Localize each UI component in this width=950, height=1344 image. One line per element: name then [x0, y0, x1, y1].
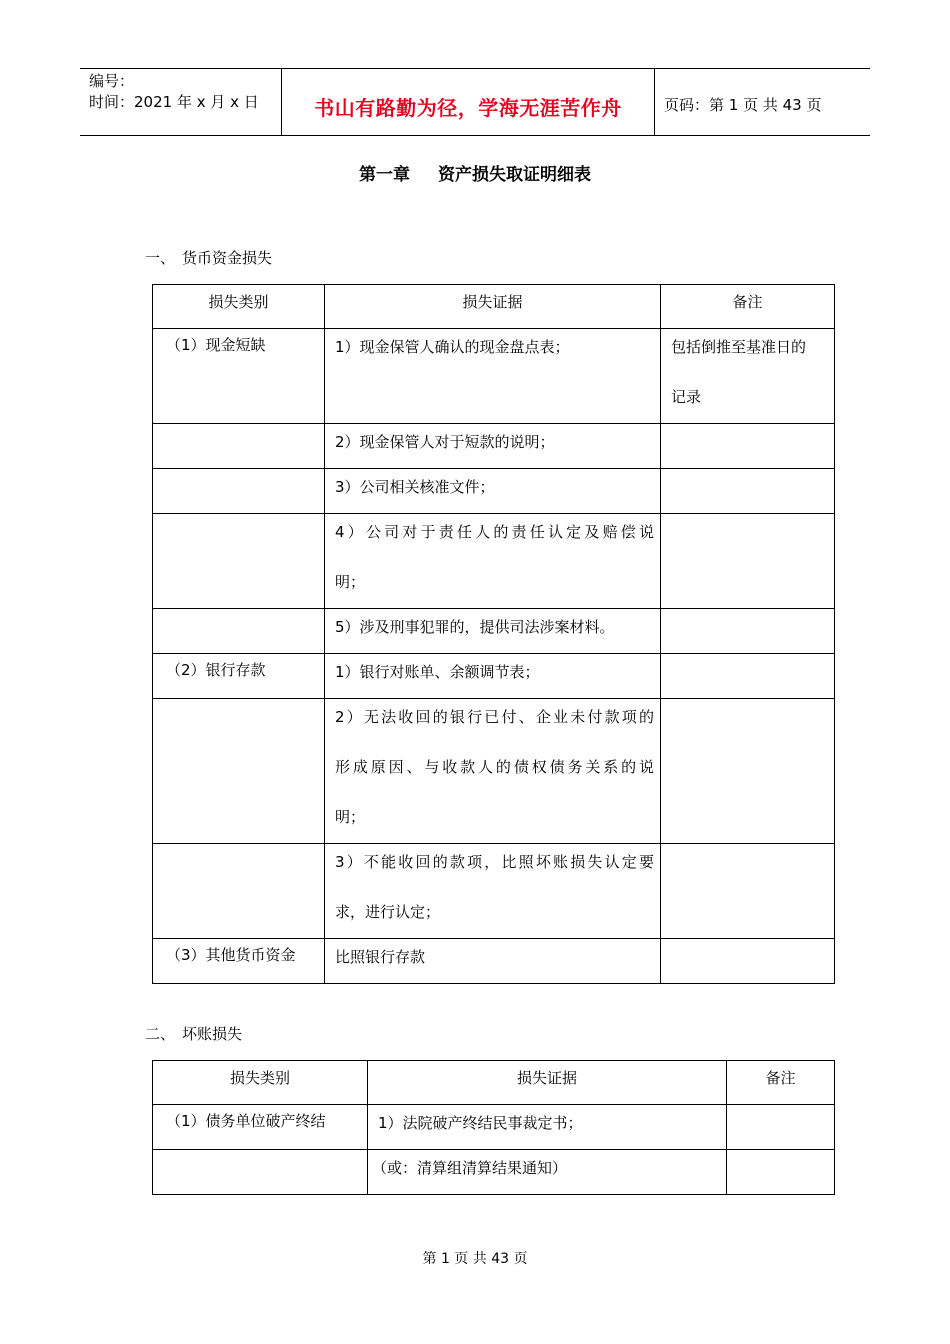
table-row	[153, 329, 835, 424]
evidence-cell	[325, 699, 661, 844]
table-row	[153, 844, 835, 939]
note-cell	[661, 424, 835, 469]
column-header: 备注	[661, 285, 835, 329]
table-row	[153, 699, 835, 844]
note-cell	[661, 609, 835, 654]
evidence-cell	[325, 469, 661, 514]
table-row	[153, 1105, 835, 1150]
section-heading-cash	[145, 247, 272, 268]
header-bottom-rule	[80, 135, 870, 136]
evidence-line: 2）现金保管人对于短款的说明；	[335, 433, 555, 451]
evidence-line: 明；	[335, 808, 366, 826]
note-line: 包括倒推至基准日的	[671, 338, 807, 356]
category-cell: （2）银行存款	[153, 654, 325, 699]
category-cell	[153, 469, 325, 514]
section-title: 坏账损失	[182, 1025, 243, 1043]
note-cell	[661, 469, 835, 514]
page-title	[0, 160, 950, 185]
evidence-cell	[325, 609, 661, 654]
evidence-cell	[325, 329, 661, 424]
table-row	[153, 424, 835, 469]
evidence-line: 形成原因、与收款人的债权债务关系的说	[335, 758, 654, 776]
evidence-line: 4）公司对于责任人的责任认定及赔偿说	[335, 523, 654, 541]
evidence-line: 1）现金保管人确认的现金盘点表；	[335, 338, 570, 356]
note-cell	[661, 329, 835, 424]
category-cell: （1）债务单位破产终结	[153, 1105, 368, 1150]
chapter-label: 第一章	[359, 165, 410, 185]
evidence-line: 3）不能收回的款项，比照坏账损失认定要	[335, 853, 654, 871]
section-number: 二、	[145, 1025, 176, 1043]
column-header: 损失类别	[153, 1061, 368, 1105]
evidence-line: 5）涉及刑事犯罪的，提供司法涉案材料。	[335, 618, 615, 636]
category-cell: （1）现金短缺	[153, 329, 325, 424]
header-time-label: 时间：2021 年 x 月 x 日	[89, 93, 259, 111]
table-row	[153, 654, 835, 699]
column-header: 损失证据	[325, 285, 661, 329]
header-meta	[89, 71, 259, 113]
title-text: 资产损失取证明细表	[438, 165, 591, 185]
header-motto: 书山有路勤为径，学海无涯苦作舟	[314, 96, 622, 120]
evidence-line: 3）公司相关核准文件；	[335, 478, 495, 496]
section-number: 一、	[145, 249, 176, 267]
evidence-cell	[325, 514, 661, 609]
note-cell	[661, 939, 835, 984]
category-cell	[153, 514, 325, 609]
evidence-line: 比照银行存款	[335, 948, 426, 966]
section-title: 货币资金损失	[182, 249, 273, 267]
table-row	[153, 514, 835, 609]
note-cell	[661, 514, 835, 609]
table-row	[153, 1150, 835, 1195]
category-cell	[153, 609, 325, 654]
evidence-line: 2）无法收回的银行已付、企业未付款项的	[335, 708, 654, 726]
header-page-info: 页码：第 1 页 共 43 页	[664, 96, 822, 114]
section-heading-bad-debt	[145, 1023, 242, 1044]
note-line: 记录	[671, 388, 702, 406]
evidence-line: 求，进行认定；	[335, 903, 441, 921]
table-row	[153, 469, 835, 514]
evidence-cell	[368, 1105, 727, 1150]
evidence-cell	[325, 844, 661, 939]
note-cell	[661, 844, 835, 939]
note-cell	[727, 1150, 835, 1195]
evidence-line: 1）银行对账单、余额调节表；	[335, 663, 540, 681]
evidence-cell	[325, 424, 661, 469]
evidence-cell	[325, 939, 661, 984]
table-header-row	[153, 1061, 835, 1105]
cash-loss-table	[152, 284, 835, 984]
table-row	[153, 609, 835, 654]
category-cell: （3）其他货币资金	[153, 939, 325, 984]
evidence-line: 1）法院破产终结民事裁定书；	[378, 1114, 583, 1132]
page-footer: 第 1 页 共 43 页	[422, 1251, 528, 1267]
column-header: 备注	[727, 1061, 835, 1105]
header-divider-left	[281, 69, 282, 136]
evidence-line: 明；	[335, 573, 366, 591]
table-row	[153, 939, 835, 984]
evidence-cell	[368, 1150, 727, 1195]
category-cell	[153, 1150, 368, 1195]
category-cell	[153, 844, 325, 939]
column-header: 损失类别	[153, 285, 325, 329]
note-cell	[661, 699, 835, 844]
table-header-row	[153, 285, 835, 329]
category-cell	[153, 699, 325, 844]
bad-debt-table	[152, 1060, 835, 1195]
header-number-label: 编号：	[89, 72, 135, 90]
header-top-rule	[80, 68, 870, 69]
category-cell	[153, 424, 325, 469]
note-cell	[661, 654, 835, 699]
evidence-cell	[325, 654, 661, 699]
note-cell	[727, 1105, 835, 1150]
header-divider-right	[654, 69, 655, 136]
evidence-line: （或：清算组清算结果通知）	[372, 1159, 568, 1177]
column-header: 损失证据	[368, 1061, 727, 1105]
